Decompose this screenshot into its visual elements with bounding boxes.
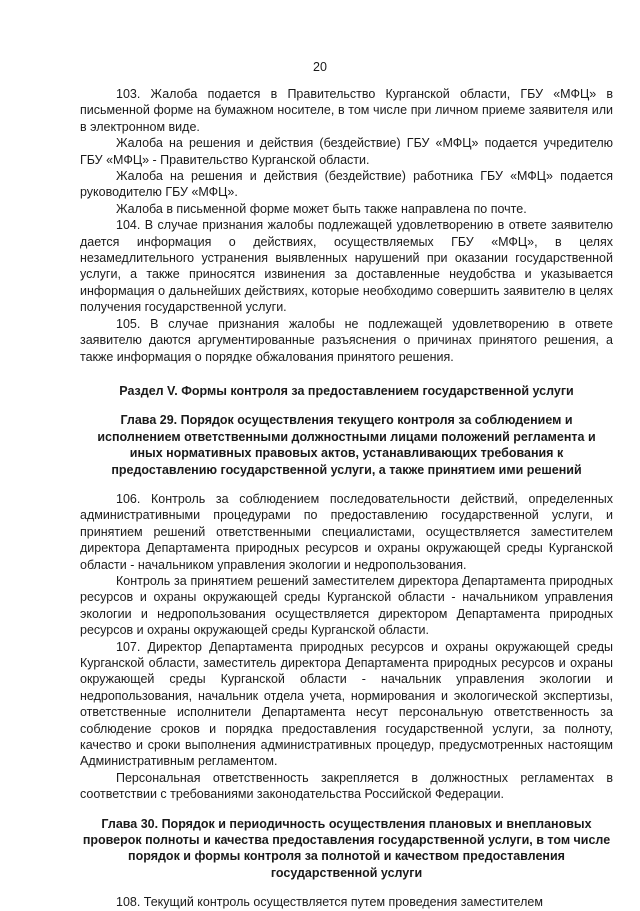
paragraph-106: 106. Контроль за соблюдением последовательности действий, определенных административными процедурами по предоставлению государственной услуги, и принятием решений ответственными специалистами, осуществляется заместителем директора Департамента природных ресурсов и охраны окружающей среды Курганской области - начальником управления экологии и недропользования. xyxy=(80,491,613,572)
chapter-29-heading: Глава 29. Порядок осуществления текущего контроля за соблюдением и исполнением ответственными должностными лицами положений регламента и иных нормативных правовых актов, устанавливающих требования к предоставлению государственной услуги, а также принятием ими решений xyxy=(97,413,596,477)
page-number: 20 xyxy=(313,60,327,74)
paragraph-108: 108. Текущий контроль осуществляется путем проведения заместителем xyxy=(116,895,543,910)
section-heading: Раздел V. Формы контроля за предоставлением государственной услуги xyxy=(119,383,574,398)
paragraph-responsibility: Персональная ответственность закрепляется в должностных регламентах в соответствии с требованиями законодательства Российской Федерации. xyxy=(80,770,613,802)
paragraph-103: 103. Жалоба подается в Правительство Курганской области, ГБУ «МФЦ» в письменной форме на бумажном носителе, в том числе при личном приеме заявителя или в электронном виде. xyxy=(80,87,613,134)
paragraph-control-director: Контроль за принятием решений заместителем директора Департамента природных ресурсов и охраны окружающей среды Курганской области - начальником управления экологии и недропользования осуществляется директором Департамента природных ресурсов и охраны окружающей среды Курганской области. xyxy=(80,573,613,638)
chapter-30-heading: Глава 30. Порядок и периодичность осуществления плановых и внеплановых проверок полноты и качества предоставления государственной услуги, в том числе порядок и формы контроля за полнотой и качеством предоставления государственной услуги xyxy=(82,816,611,880)
paragraph-complaint-mfc: Жалоба на решения и действия (бездействие) ГБУ «МФЦ» подается учредителю ГБУ «МФЦ» - Правительство Курганской области. xyxy=(80,136,613,167)
paragraph-complaint-worker: Жалоба на решения и действия (бездействие) работника ГБУ «МФЦ» подается руководителю ГБУ «МФЦ». xyxy=(80,169,613,200)
paragraph-105: 105. В случае признания жалобы не подлежащей удовлетворению в ответе заявителю даются аргументированные разъяснения о причинах принятого решения, а также информация о порядке обжалования принятого решения. xyxy=(80,316,613,364)
paragraph-complaint-post: Жалоба в письменной форме может быть также направлена по почте. xyxy=(116,201,527,216)
page-content xyxy=(80,86,613,911)
paragraph-104: 104. В случае признания жалобы подлежащей удовлетворению в ответе заявителю дается информация о действиях, осуществляемых ГБУ «МФЦ», в целях незамедлительного устранения выявленных нарушений при оказании государственной услуги, а также приносятся извинения за доставленные неудобства и указывается информация о дальнейших действиях, которые необходимо совершить заявителю в целях получения государственной услуги. xyxy=(80,218,613,315)
paragraph-107: 107. Директор Департамента природных ресурсов и охраны окружающей среды Курганской области, заместитель директора Департамента природных ресурсов и охраны окружающей среды Курганской области - начальник управления экологии и недропользования, начальник отдела учета, нормирования и экологической экспертизы, ответственные исполнители Департамента несут персональную ответственность за соблюдение сроков и порядка предоставления государственной услуги, за полноту, качество и сроки выполнения административных процедур, предусмотренных настоящим Административным регламентом. xyxy=(80,639,613,769)
